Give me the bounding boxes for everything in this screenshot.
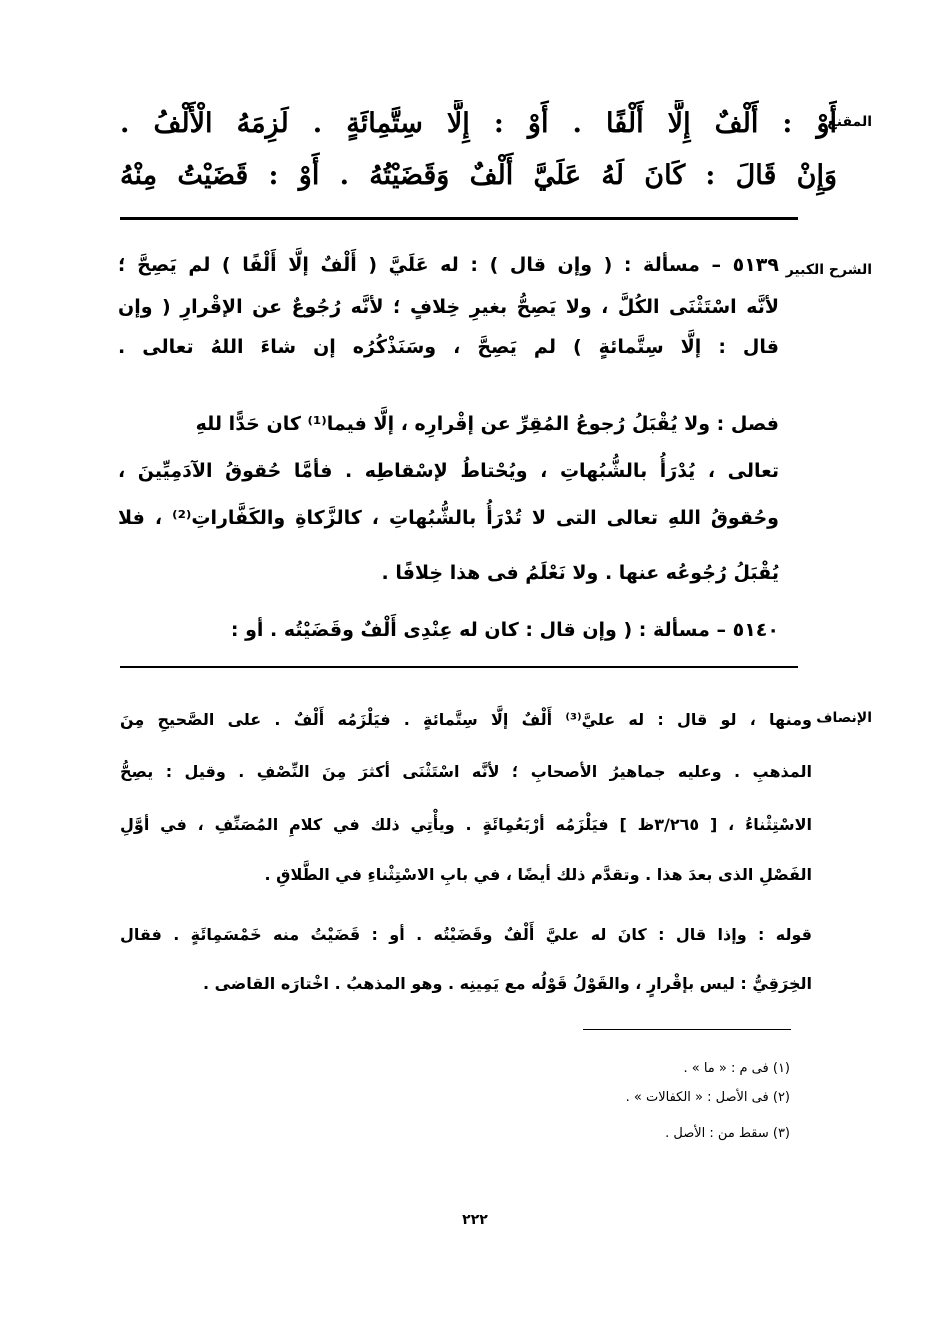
sharh-label: الشرح الكبير xyxy=(785,262,872,278)
sharh-line: يُقْبَلُ رُجُوعُه عنها . ولا نَعْلَمُ فى هذا خِلافًا . xyxy=(381,562,779,584)
insaf-line: المذهبِ . وعليه جماهيرُ الأصحابِ ؛ لأنَّه اسْتَثْنَى أكثرَ مِنَ النِّصْفِ . وقيل : يصِحُّ xyxy=(120,762,812,781)
muqni-line-1: أَوْ : أَلْفٌ إِلَّا أَلْفًا . أَوْ : إِلَّا سِتَّمِائَةٍ . لَزِمَهُ الْأَلْفُ . xyxy=(120,108,837,139)
insaf-line: الخِرَقِيُّ : ليس بإقْرارٍ ، والقَوْلُ قَوْلُه مع يَمِينِه . وهو المذهبُ . اخْتارَه القاضى . xyxy=(202,974,812,993)
sharh-line: وحُقوقُ اللهِ تعالى التى لا تُدْرَأُ بالشُّبُهاتِ ، كالزَّكاةِ والكَفَّاراتِ⁽²⁾ ، فلا xyxy=(118,507,779,529)
sharh-line: تعالى ، يُدْرَأُ بالشُّبُهاتِ ، ويُحْتاطُ لإسْقاطِه . فأمَّا حُقوقُ الآدَمِيِّينَ ، xyxy=(118,460,779,482)
sharh-line: لأنَّه اسْتَثْنَى الكُلَّ ، ولا يَصِحُّ بغيرِ خِلافٍ ؛ لأنَّه رُجُوعٌ عن الإقْرارِ ( وإن xyxy=(118,296,779,318)
page-number: ٢٢٢ xyxy=(462,1212,488,1228)
insaf-line: قوله : وإذا قال : كانَ له عليَّ أَلْفٌ وقَضَيْتُه . أو : قَضَيْتُ منه خَمْسَمِائَةٍ . فقال xyxy=(120,925,812,944)
footnote-2: (٢) فى الأصل : « الكفالات » . xyxy=(625,1090,790,1105)
section-divider xyxy=(120,217,798,220)
section-divider xyxy=(120,666,798,668)
insaf-label: الإنصاف xyxy=(816,710,872,726)
muqni-label: المقنع xyxy=(827,114,872,130)
sharh-line: ٥١٤٠ – مسألة : ( وإن قال : كان له عِنْدِى أَلْفٌ وقَضَيْتُه . أو : xyxy=(230,619,779,641)
footnote-divider xyxy=(583,1029,791,1030)
sharh-line: قال : إلَّا سِتَّمائةٍ ) لم يَصِحَّ ، وسَنَذْكُرُه إن شاءَ اللهُ تعالى . xyxy=(118,336,779,358)
insaf-line: ومنها ، لو قال : له عليَّ⁽³⁾ أَلْفٌ إلَّا سِتَّمائةٍ . فيَلْزَمُه أَلْفٌ . على الصَّحيحِ مِنَ xyxy=(120,710,812,729)
insaf-line: الفَصْلِ الذى بعدَ هذا . وتقدَّم ذلك أيضًا ، في بابِ الاسْتِثْناءِ في الطَّلاقِ . xyxy=(264,865,812,884)
sharh-line: ٥١٣٩ – مسألة : ( وإن قال ) : له عَلَيَّ ( أَلْفٌ إلَّا أَلْفًا ) لم يَصِحَّ ؛ xyxy=(118,254,779,276)
insaf-line: الاسْتِثْناءُ ، [ ٣/٢٦٥ظ ] فيَلْزَمُه أرْبَعُمِائَةٍ . ويأْتِي ذلك في كلامِ المُصَنِّفِ ، في أوَّلِ xyxy=(120,815,812,834)
footnote-1: (١) فى م : « ما » . xyxy=(683,1061,790,1076)
footnote-3: (٣) سقط من : الأصل . xyxy=(665,1126,790,1141)
sharh-line: فصل : ولا يُقْبَلُ رُجوعُ المُقِرِّ عن إقْرارِه ، إلَّا فيما⁽¹⁾ كان حَدًّا للهِ xyxy=(195,413,779,435)
muqni-line-2: وَإِنْ قَالَ : كَانَ لَهُ عَلَيَّ أَلْفٌ وَقَضَيْتُهُ . أَوْ : قَضَيْتُ مِنْهُ xyxy=(120,160,837,191)
